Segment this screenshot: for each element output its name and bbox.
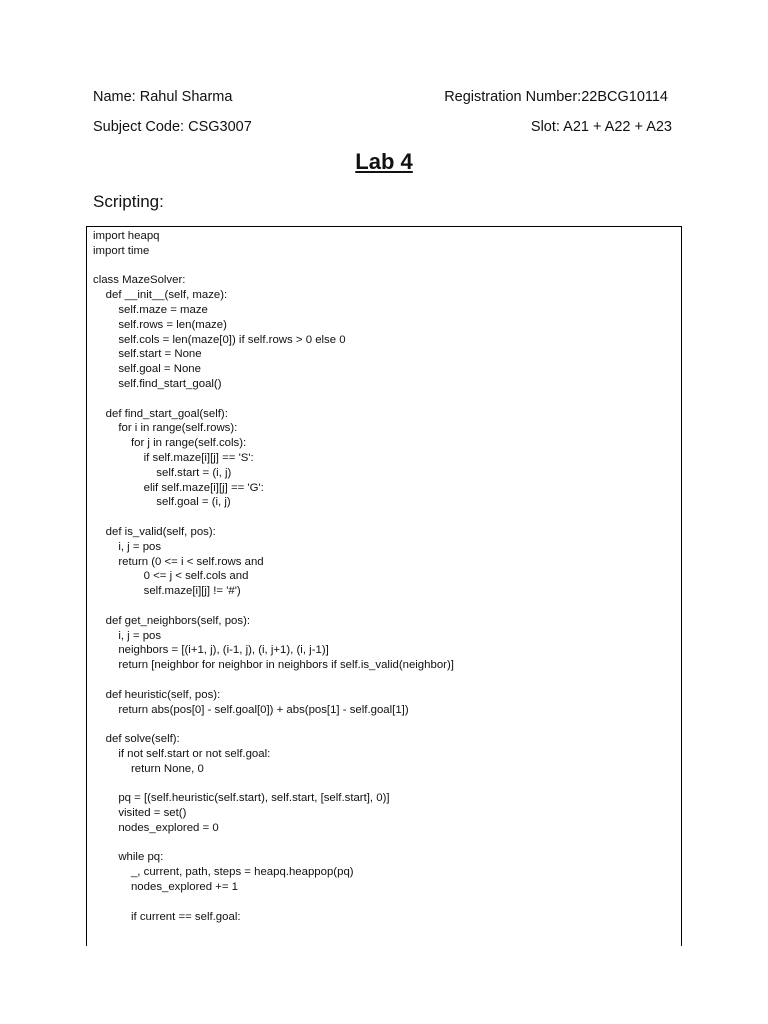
code-line: nodes_explored = 0 xyxy=(93,821,219,834)
code-line: def heuristic(self, pos): xyxy=(93,688,221,701)
code-line: def solve(self): xyxy=(93,733,180,746)
code-line: neighbors = [(i+1, j), (i-1, j), (i, j+1), (i, j-1)] xyxy=(93,644,329,657)
code-line: if current == self.goal: xyxy=(93,910,241,923)
code-line: def get_neighbors(self, pos): xyxy=(93,614,251,627)
code-line xyxy=(93,510,454,525)
subject-code: Subject Code: CSG3007 xyxy=(93,119,252,135)
slot-info: Slot: A21 + A22 + A23 xyxy=(530,119,672,135)
code-line xyxy=(93,673,454,688)
code-line: for i in range(self.rows): xyxy=(93,422,238,435)
code-line xyxy=(93,776,454,791)
code-line: import time xyxy=(93,244,150,257)
code-line: return (0 <= i < self.rows and xyxy=(93,555,264,568)
registration-number: Registration Number:22BCG10114 xyxy=(444,89,668,105)
code-line: self.rows = len(maze) xyxy=(93,318,227,331)
code-line: return abs(pos[0] - self.goal[0]) + abs(pos[1] - self.goal[1]) xyxy=(93,703,409,716)
code-line: i, j = pos xyxy=(93,540,162,553)
code-line xyxy=(93,259,454,274)
code-line: self.goal = (i, j) xyxy=(93,496,231,509)
code-line xyxy=(93,392,454,407)
code-line: self.maze = maze xyxy=(93,303,208,316)
code-line: return None, 0 xyxy=(93,762,204,775)
code-line: self.start = (i, j) xyxy=(93,466,232,479)
code-line: while pq: xyxy=(93,851,164,864)
code-line xyxy=(93,599,454,614)
code-line: elif self.maze[i][j] == 'G': xyxy=(93,481,264,494)
code-line: self.cols = len(maze[0]) if self.rows > 0 else 0 xyxy=(93,333,346,346)
page-title: Lab 4 xyxy=(355,149,413,174)
code-line: _, current, path, steps = heapq.heappop(pq) xyxy=(93,866,354,879)
code-line: def find_start_goal(self): xyxy=(93,407,228,420)
code-line: pq = [(self.heuristic(self.start), self.start, [self.start], 0)] xyxy=(93,792,390,805)
code-line: if self.maze[i][j] == 'S': xyxy=(93,451,254,464)
code-line xyxy=(93,717,454,732)
code-line: self.maze[i][j] != '#') xyxy=(93,585,241,598)
code-line xyxy=(93,836,454,851)
code-line: visited = set() xyxy=(93,807,187,820)
code-line: def is_valid(self, pos): xyxy=(93,525,216,538)
code-line: 0 <= j < self.cols and xyxy=(93,570,249,583)
code-block xyxy=(86,226,682,946)
code-line: if not self.start or not self.goal: xyxy=(93,747,271,760)
code-line: i, j = pos xyxy=(93,629,162,642)
code-line: def __init__(self, maze): xyxy=(93,289,228,302)
code-line: class MazeSolver: xyxy=(93,274,186,287)
code-lines xyxy=(93,229,454,924)
code-line: import heapq xyxy=(93,230,160,242)
code-line xyxy=(93,895,454,910)
code-line: return [neighbor for neighbor in neighbors if self.is_valid(neighbor)] xyxy=(93,659,454,672)
code-line: self.goal = None xyxy=(93,363,201,376)
section-heading: Scripting: xyxy=(93,192,164,211)
code-line: self.start = None xyxy=(93,348,202,361)
code-line: self.find_start_goal() xyxy=(93,377,222,390)
student-name: Name: Rahul Sharma xyxy=(93,89,233,105)
code-line: nodes_explored += 1 xyxy=(93,881,239,894)
code-line: for j in range(self.cols): xyxy=(93,437,247,450)
